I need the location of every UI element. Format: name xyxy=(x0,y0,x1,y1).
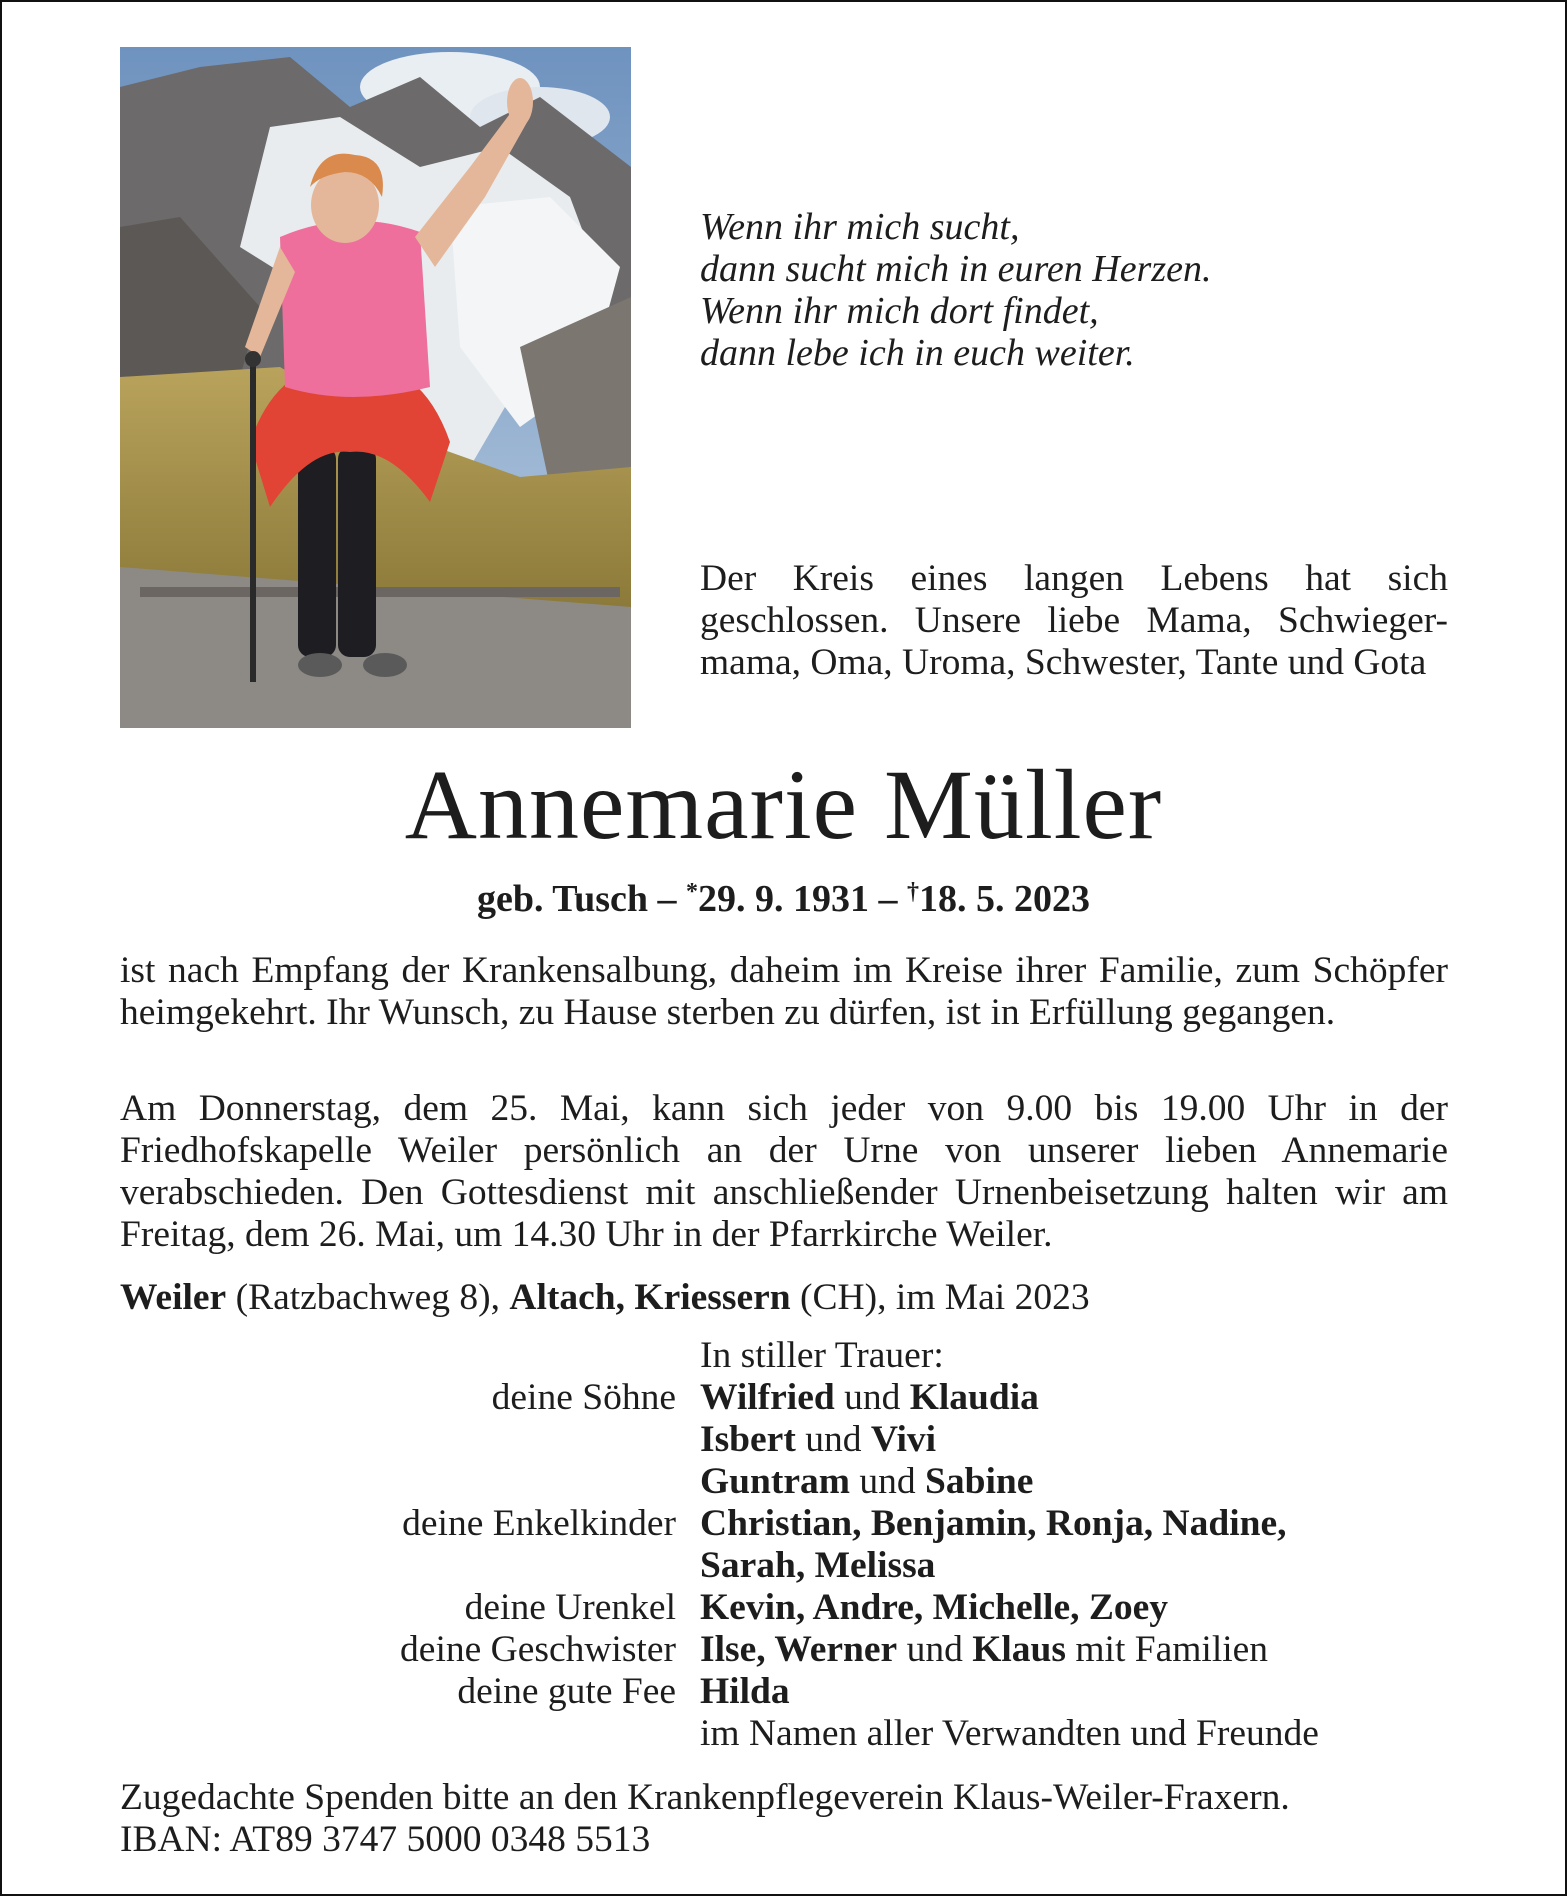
mourner-row xyxy=(120,1545,1448,1587)
mourner-name: Guntram xyxy=(700,1461,850,1502)
mourner-connector: und xyxy=(897,1629,973,1670)
mourner-connector: im Namen aller Verwandten und Freunde xyxy=(700,1713,1319,1754)
mourner-name: Kevin, Andre, Michelle, Zoey xyxy=(700,1587,1169,1628)
deceased-name: Annemarie Müller xyxy=(404,749,1163,860)
mourner-relation: deine Söhne xyxy=(491,1377,676,1418)
birth-symbol: * xyxy=(686,879,699,905)
mourner-name: Hilda xyxy=(700,1671,790,1712)
mourner-relation: deine gute Fee xyxy=(457,1671,676,1712)
mourner-name: Wilfried xyxy=(700,1377,835,1418)
mourner-relation: deine Geschwister xyxy=(400,1629,676,1670)
separator: – xyxy=(657,878,677,920)
mourner-name: Isbert xyxy=(700,1419,796,1460)
mourner-relation xyxy=(120,1713,700,1755)
mourners-list xyxy=(120,1335,1448,1755)
towns-altach-kriessern: Altach, Kriessern xyxy=(509,1277,791,1318)
mourners-heading: In stiller Trauer: xyxy=(700,1335,944,1376)
mourner-row xyxy=(120,1713,1448,1755)
mourner-name: Klaus xyxy=(972,1629,1066,1670)
separator: – xyxy=(878,878,898,920)
mourner-connector: und xyxy=(795,1419,871,1460)
mourner-name: Ilse, Werner xyxy=(700,1629,898,1670)
town-weiler: Weiler xyxy=(120,1277,227,1318)
mourner-names xyxy=(700,1419,1448,1461)
mourner-relation xyxy=(120,1461,700,1503)
memorial-poem xyxy=(700,206,1260,374)
birth-name: geb. Tusch xyxy=(476,878,649,920)
mourner-names xyxy=(700,1713,1448,1755)
mourner-row xyxy=(120,1503,1448,1545)
mourner-name: Klaudia xyxy=(909,1377,1039,1418)
mourner-names xyxy=(700,1671,1448,1713)
mourner-relation xyxy=(120,1419,700,1461)
mourner-connector: und xyxy=(850,1461,925,1502)
mourner-names xyxy=(700,1377,1448,1419)
mourner-name: Sabine xyxy=(925,1461,1034,1502)
death-symbol: † xyxy=(907,879,920,905)
mourner-relation: deine Enkelkinder xyxy=(402,1503,676,1544)
mourner-names xyxy=(700,1587,1448,1629)
mourner-name: Christian, Benjamin, Ronja, Nadine, xyxy=(700,1503,1287,1544)
death-date: 18. 5. 2023 xyxy=(919,878,1091,920)
funeral-details-paragraph: Am Donnerstag, dem 25. Mai, kann sich jeder von 9.00 bis 19.00 Uhr in der Friedhofskapelle Weiler persönlich an der Urne von unserer lieben Annemarie verabschieden. Den Gottesdienst mit anschließender Urnenbeisetzung halten wir am Freitag, dem 26. Mai, um 14.30 Uhr in der Pfarrkirche Weiler. xyxy=(120,1088,1448,1255)
mourner-name: Sarah, Melissa xyxy=(700,1545,936,1586)
mourner-relation: deine Urenkel xyxy=(464,1587,676,1628)
mourner-connector: mit Familien xyxy=(1065,1629,1269,1670)
poem-line: dann lebe ich in euch weiter. xyxy=(700,332,1135,374)
passing-paragraph: ist nach Empfang der Krankensalbung, daheim im Kreise ihrer Familie, zum Schöpfer heimgekehrt. Ihr Wunsch, zu Hause sterben zu dürfen, ist in Erfüllung gegangen. xyxy=(120,950,1448,1033)
mourner-row xyxy=(120,1587,1448,1629)
mourner-names xyxy=(700,1545,1448,1587)
donation-info xyxy=(120,1777,1460,1861)
mourner-row xyxy=(120,1419,1448,1461)
mourner-connector: und xyxy=(834,1377,910,1418)
intro-text: Der Kreis eines langen Lebens hat sich geschlossen. Unsere liebe Mama, Schwieger-mama, Oma, Uroma, Schwester, Tante und Gota xyxy=(700,558,1448,683)
life-dates xyxy=(2,877,1565,921)
mourner-relation xyxy=(120,1545,700,1587)
poem-line: dann sucht mich in euren Herzen. xyxy=(700,248,1212,290)
birth-date: 29. 9. 1931 xyxy=(698,878,870,920)
mourner-rows xyxy=(120,1377,1448,1755)
mourner-names xyxy=(700,1461,1448,1503)
mourners-heading-row xyxy=(120,1335,1448,1377)
mourner-row xyxy=(120,1671,1448,1713)
portrait-photo xyxy=(120,47,631,728)
mourner-name: Vivi xyxy=(870,1419,937,1460)
poem-line: Wenn ihr mich sucht, xyxy=(700,206,1020,248)
donation-text: Zugedachte Spenden bitte an den Krankenpflegeverein Klaus-Weiler-Fraxern. xyxy=(120,1777,1290,1818)
poem-line: Wenn ihr mich dort findet, xyxy=(700,290,1099,332)
mourner-row xyxy=(120,1629,1448,1671)
mourner-names xyxy=(700,1503,1448,1545)
portrait-photo-hiker-icon xyxy=(120,47,631,728)
country-and-date: (CH), im Mai 2023 xyxy=(800,1277,1090,1318)
place-and-date xyxy=(120,1277,1448,1319)
address: (Ratzbachweg 8), xyxy=(235,1277,501,1318)
mourner-names xyxy=(700,1629,1448,1671)
mourner-row xyxy=(120,1461,1448,1503)
mourner-row xyxy=(120,1377,1448,1419)
iban: IBAN: AT89 3747 5000 0348 5513 xyxy=(120,1819,651,1860)
